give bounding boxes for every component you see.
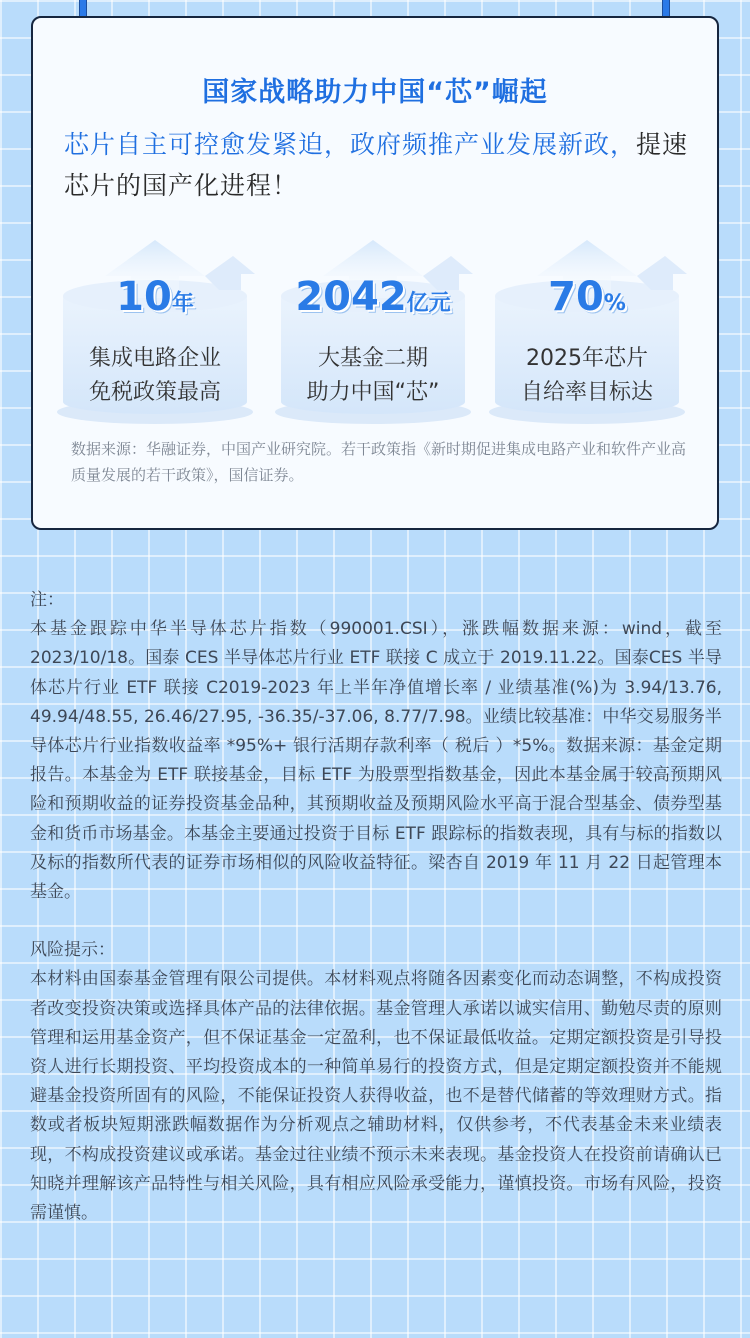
stat-description: 大基金二期 助力中国“芯” [306,346,440,405]
risk-label: 风险提示： [30,940,115,961]
stat-big-fund [273,226,473,426]
stat-description: 集成电路企业 免税政策最高 [88,346,221,405]
disclaimer-section [30,586,722,1228]
card-lead [64,124,694,206]
stat-self-sufficiency [487,226,687,426]
lead-highlight: 芯片自主可控愈发紧迫，政府频推产业发展新政， [64,130,637,159]
notes-label: 注： [30,590,64,610]
stat-number: 10年 [116,274,194,320]
stat-number: 70% [548,274,626,320]
stat-tax-exemption [55,226,255,426]
stat-description: 2025年芯片 自给率目标达 [520,346,653,405]
stat-number: 2042亿元 [295,274,451,320]
policy-card [31,16,719,530]
lead-rest: 提速芯片的国产化进程！ [64,130,689,200]
risk-text: 本材料由国泰基金管理有限公司提供。本材料观点将随各因素变化而动态调整，不构成投资者改变投资决策或选择具体产品的法律依据。基金管理人承诺以诚实信用、勤勉尽责的原则管理和运用基金资产，但不保证基金一定盈利，也不保证最低收益。定期定额投资是引导投资人进行长期投资、平均投资成本的一种简单易行的投资方式，但是定期定额投资并不能规避基金投资所固有的风险，不能保证投资人获得收益，也不是替代储蓄的等效理财方式。指数或者板块短期涨跌幅数据作为分析观点之辅助材料，仅供参考，不代表基金未来业绩表现，不构成投资建议或承诺。基金过往业绩不预示未来表现。基金投资人在投资前请确认已知晓并理解该产品特性与相关风险，具有相应风险承受能力，谨慎投资。市场有风险，投资需谨慎。 [30,969,722,1224]
data-source-note: 数据来源：华融证券，中国产业研究院。若干政策指《新时期促进集成电路产业和软件产业高质量发展的若干政策》，国信证券。 [71,440,687,484]
notes-text: 本基金跟踪中华半导体芯片指数（990001.CSI），涨跌幅数据来源：wind，截至2023/10/18。国泰 CES 半导体芯片行业 ETF 联接 C 成立于 2019.11.22。国泰CES 半导体芯片行业 ETF 联接 C2019-2023 年上半年净值增长率 / 业绩基准(%)为 3.94/13.76, 49.94/48.55, 26.46/27.95, -36.35/-37.06, 8.77/7.98。业绩比较基准：中华交易服务半导体芯片行业指数收益率 *95%+ 银行活期存款利率（ 税后 ）*5%。数据来源：基金定期报告。本基金为 ETF 联接基金，目标 ETF 为股票型指数基金，因此本基金属于较高预期风险和预期收益的证券投资基金品种，其预期收益及预期风险水平高于混合型基金、债券型基金和货币市场基金。本基金主要通过投资于目标 ETF 跟踪标的指数表现，具有与标的指数以及标的指数所代表的证券市场相似的风险收益特征。梁杏自 2019 年 11 月 22 日起管理本基金。 [30,619,722,903]
card-title: 国家战略助力中国“芯”崛起 [202,77,548,108]
